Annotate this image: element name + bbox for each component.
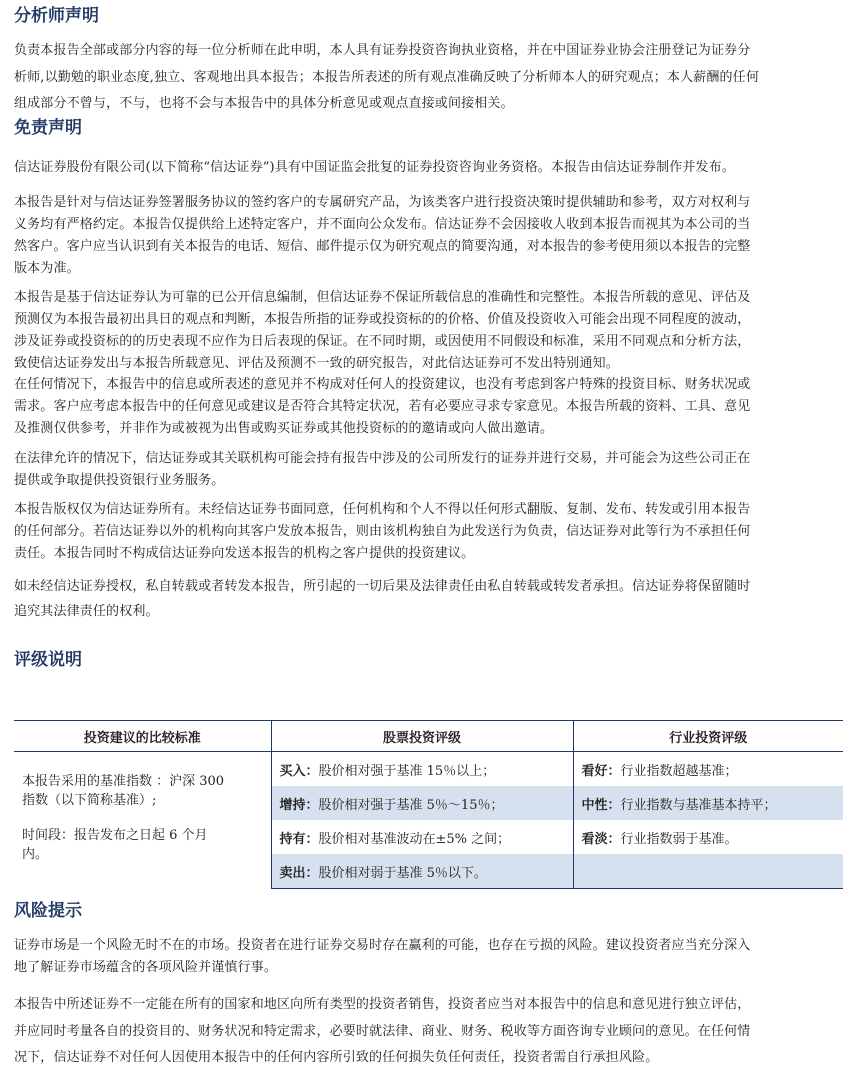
text-line: 版本为准。 [14, 261, 80, 276]
period-line: 内。 [22, 847, 49, 862]
text-line: 本报告是基于信达证券认为可靠的已公开信息编制，但信达证券不保证所载信息的准确性和完整性。本报告所载的意见、评估及 [14, 290, 751, 305]
text-line: 在法律允许的情况下，信达证券或其关联机构可能会持有报告中涉及的公司所发行的证券并进行交易，并可能会为这些公司正在 [14, 451, 751, 466]
text-line: 追究其法律责任的权利。 [14, 604, 159, 619]
text-line: 并应同时考量各自的投资目的、财务状况和特定需求，必要时就法律、商业、财务、税收等方面咨询专业顾问的意见。在任何情 [14, 1023, 751, 1039]
disclaimer-paragraph-3 [14, 287, 846, 375]
benchmark-line: 本报告采用的基准指数 ：沪深 300 [22, 774, 225, 789]
text-line: 的任何部分。若信达证券以外的机构向其客户发放本报告，则由该机构独自为此发送行为负责，信达证券对此等行为不承担任何 [14, 524, 751, 539]
period-line: 时间段：报告发布之日起 6 个月 [22, 828, 208, 843]
disclaimer-paragraph-5 [14, 448, 846, 492]
stock-rating-overweight [271, 786, 573, 820]
text-line: 本报告中所述证券不一定能在所有的国家和地区向所有类型的投资者销售，投资者应当对本报告中的信息和意见进行独立评估， [14, 997, 751, 1012]
analyst-statement-paragraph [14, 38, 846, 118]
text-line: 然客户。客户应当认识到有关本报告的电话、短信、邮件提示仅为研究观点的简要沟通，对本报告的参考使用须以本报告的完整 [14, 239, 751, 254]
rating-desc: 股价相对弱于基准 5％以下。 [318, 865, 487, 881]
text-line: 本报告是针对与信达证券签署服务协议的签约客户的专属研究产品，为该类客户进行投资决策时提供辅助和参考，双方对权利与 [14, 195, 751, 210]
rating-heading: 评级说明 [14, 650, 82, 670]
disclaimer-paragraph-6 [14, 499, 846, 565]
period-text [22, 826, 267, 864]
benchmark-line: 指数（以下简称基准）; [22, 793, 157, 808]
text-line: 地了解证券市场蕴含的各项风险并谨慎行事。 [14, 960, 278, 975]
text-line: 预测仅为本报告最初出具日的观点和判断，本报告所指的证券或投资标的的价格、价值及投资收入可能会出现不同程度的波动， [14, 312, 751, 327]
stock-rating-sell [271, 854, 573, 889]
rating-desc: 股价相对强于基准 5％～15％； [318, 797, 504, 813]
rating-table [14, 720, 843, 889]
header-industry-rating: 行业投资评级 [573, 721, 843, 752]
text-line: 致使信达证券发出与本报告所载意见、评估及预测不一致的研究报告，对此信达证券可不发出特别通知。 [14, 356, 619, 371]
text-line: 证券市场是一个风险无时不在的市场。投资者在进行证券交易时存在赢利的可能，也存在亏损的风险。建议投资者应当充分深入 [14, 938, 751, 953]
benchmark-basis-cell [14, 752, 271, 889]
text-line: 信达证券股份有限公司(以下简称“信达证券”)具有中国证监会批复的证券投资咨询业务资格。本报告由信达证券制作并发布。 [14, 160, 735, 175]
text-line: 如未经信达证券授权，私自转载或者转发本报告，所引起的一切后果及法律责任由私自转载或转发者承担。信达证券将保留随时 [14, 579, 751, 594]
text-line: 需求。客户应考虑本报告中的任何意见或建议是否符合其特定状况，若有必要应寻求专家意见。本报告所载的资料、工具、意见 [14, 399, 751, 414]
rating-term: 中性： [581, 797, 621, 813]
disclaimer-paragraph-1 [14, 157, 846, 179]
disclaimer-paragraph-4 [14, 374, 846, 440]
rating-term: 看淡： [581, 831, 621, 847]
header-comparison-basis: 投资建议的比较标准 [14, 721, 271, 752]
text-line: 析师,以勤勉的职业态度,独立、客观地出具本报告；本报告所表述的所有观点准确反映了分析师本人的研究观点；本人薪酬的任何 [14, 69, 759, 85]
text-line: 负责本报告全部或部分内容的每一位分析师在此申明，本人具有证券投资咨询执业资格，并在中国证券业协会注册登记为证券分 [14, 43, 751, 58]
rating-term: 卖出： [279, 865, 319, 881]
rating-term: 增持： [279, 797, 319, 813]
rating-term: 看好： [581, 763, 621, 779]
risk-paragraph-2 [14, 992, 846, 1072]
text-line: 义务均有严格约定。本报告仅提供给上述特定客户，并不面向公众发布。信达证券不会因接收人收到本报告而视其为本公司的当 [14, 217, 751, 232]
rating-term: 买入： [279, 763, 319, 779]
risk-paragraph-1 [14, 935, 846, 979]
analyst-statement-heading: 分析师声明 [14, 6, 99, 26]
rating-desc: 行业指数与基准基本持平； [620, 797, 777, 813]
disclaimer-paragraph-2 [14, 192, 846, 280]
industry-rating-negative [573, 820, 843, 854]
text-line: 涉及证券或投资标的的历史表现不应作为日后表现的保证。在不同时期，或因使用不同假设和标准，采用不同观点和分析方法， [14, 334, 751, 349]
rating-desc: 股价相对强于基准 15％以上； [318, 763, 496, 779]
rating-term: 持有： [279, 831, 319, 847]
text-line: 在任何情况下，本报告中的信息或所表述的意见并不构成对任何人的投资建议，也没有考虑到客户特殊的投资目标、财务状况或 [14, 377, 751, 392]
text-line: 提供或争取提供投资银行业务服务。 [14, 473, 225, 488]
rating-table-header-row [14, 721, 843, 752]
disclaimer-paragraph-7 [14, 574, 846, 624]
stock-rating-hold [271, 820, 573, 854]
rating-desc: 行业指数超越基准； [620, 763, 738, 779]
rating-desc: 行业指数弱于基准。 [620, 831, 738, 847]
benchmark-text [22, 772, 267, 810]
industry-rating-empty [573, 854, 843, 889]
header-stock-rating: 股票投资评级 [271, 721, 573, 752]
disclaimer-heading: 免责声明 [14, 118, 82, 138]
industry-rating-neutral [573, 786, 843, 820]
text-line: 本报告版权仅为信达证券所有。未经信达证券书面同意，任何机构和个人不得以任何形式翻版、复制、发布、转发或引用本报告 [14, 502, 751, 517]
text-line: 况下，信达证券不对任何人因使用本报告中的任何内容所引致的任何损失负任何责任，投资者需自行承担风险。 [14, 1050, 659, 1065]
text-line: 组成部分不曾与，不与，也将不会与本报告中的具体分析意见或观点直接或间接相关。 [14, 96, 514, 111]
risk-heading: 风险提示 [14, 901, 82, 921]
rating-desc: 股价相对基准波动在±5% 之间； [318, 831, 511, 847]
industry-rating-positive [573, 752, 843, 787]
text-line: 及推测仅供参考，并非作为或被视为出售或购买证券或其他投资标的的邀请或向人做出邀请。 [14, 421, 554, 436]
stock-rating-buy [271, 752, 573, 787]
rating-row [14, 752, 843, 787]
text-line: 责任。本报告同时不构成信达证券向发送本报告的机构之客户提供的投资建议。 [14, 546, 475, 561]
